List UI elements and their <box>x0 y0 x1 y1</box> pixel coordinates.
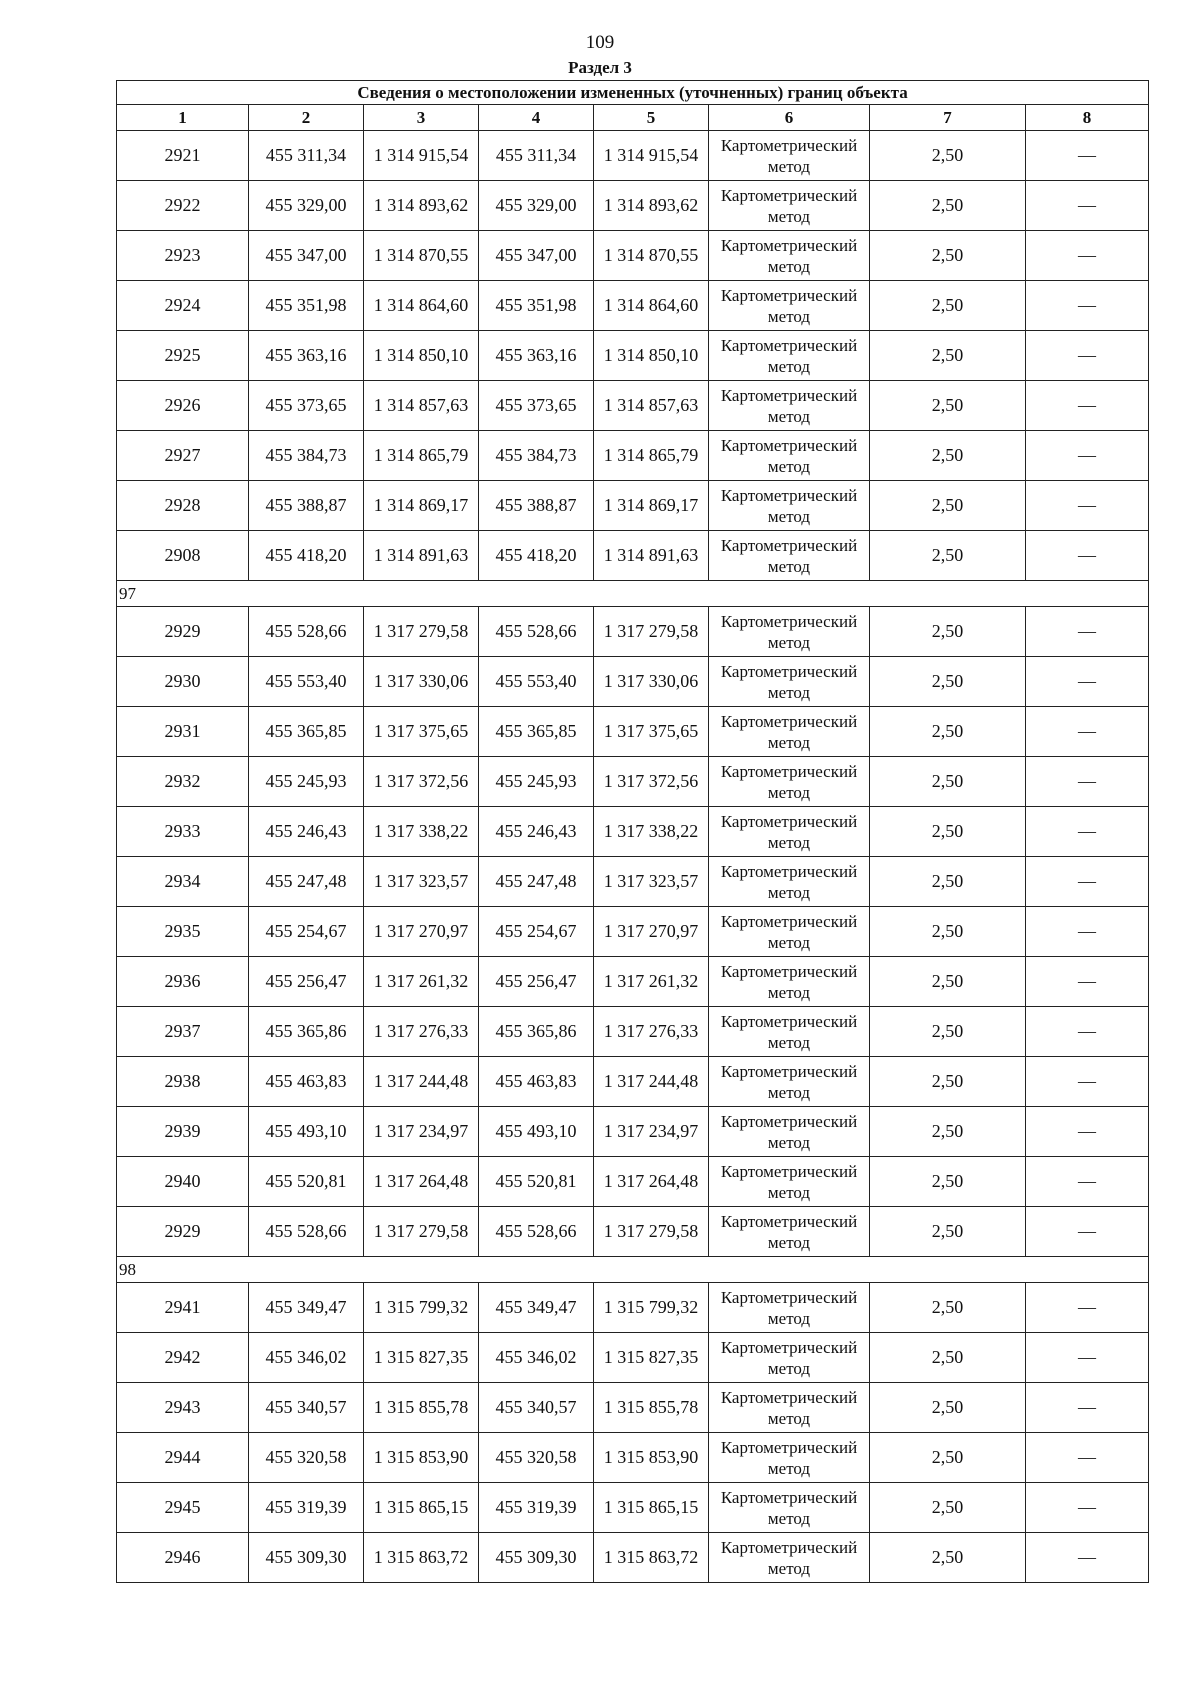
determination-method: Картометрический метод <box>709 1057 870 1107</box>
table-row <box>117 531 1149 581</box>
table-row <box>117 757 1149 807</box>
determination-method: Картометрический метод <box>709 381 870 431</box>
old-y-coordinate: 1 315 853,90 <box>364 1433 479 1483</box>
column-header: 6 <box>709 105 870 131</box>
point-number: 2925 <box>117 331 249 381</box>
old-x-coordinate: 455 246,43 <box>249 807 364 857</box>
new-x-coordinate: 455 493,10 <box>479 1107 594 1157</box>
old-y-coordinate: 1 315 827,35 <box>364 1333 479 1383</box>
old-x-coordinate: 455 309,30 <box>249 1533 364 1583</box>
determination-method: Картометрический метод <box>709 607 870 657</box>
table-caption-row <box>117 81 1149 105</box>
position-accuracy: 2,50 <box>870 1483 1026 1533</box>
old-y-coordinate: 1 314 869,17 <box>364 481 479 531</box>
point-description: — <box>1026 381 1149 431</box>
new-x-coordinate: 455 311,34 <box>479 131 594 181</box>
point-number: 2927 <box>117 431 249 481</box>
new-x-coordinate: 455 363,16 <box>479 331 594 381</box>
determination-method: Картометрический метод <box>709 907 870 957</box>
position-accuracy: 2,50 <box>870 1383 1026 1433</box>
position-accuracy: 2,50 <box>870 907 1026 957</box>
old-y-coordinate: 1 317 244,48 <box>364 1057 479 1107</box>
table-caption: Сведения о местоположении измененных (уточненных) границ объекта <box>117 81 1149 105</box>
position-accuracy: 2,50 <box>870 1207 1026 1257</box>
new-x-coordinate: 455 418,20 <box>479 531 594 581</box>
new-x-coordinate: 455 256,47 <box>479 957 594 1007</box>
point-number: 2922 <box>117 181 249 231</box>
old-y-coordinate: 1 317 270,97 <box>364 907 479 957</box>
point-description: — <box>1026 1283 1149 1333</box>
old-y-coordinate: 1 317 375,65 <box>364 707 479 757</box>
column-header: 4 <box>479 105 594 131</box>
new-x-coordinate: 455 347,00 <box>479 231 594 281</box>
new-y-coordinate: 1 314 891,63 <box>594 531 709 581</box>
determination-method: Картометрический метод <box>709 1383 870 1433</box>
old-y-coordinate: 1 315 865,15 <box>364 1483 479 1533</box>
point-description: — <box>1026 431 1149 481</box>
determination-method: Картометрический метод <box>709 1483 870 1533</box>
new-x-coordinate: 455 388,87 <box>479 481 594 531</box>
new-y-coordinate: 1 317 330,06 <box>594 657 709 707</box>
point-number: 2929 <box>117 1207 249 1257</box>
new-y-coordinate: 1 315 827,35 <box>594 1333 709 1383</box>
old-x-coordinate: 455 329,00 <box>249 181 364 231</box>
point-number: 2930 <box>117 657 249 707</box>
new-x-coordinate: 455 528,66 <box>479 1207 594 1257</box>
old-y-coordinate: 1 314 891,63 <box>364 531 479 581</box>
new-x-coordinate: 455 373,65 <box>479 381 594 431</box>
table-row <box>117 1283 1149 1333</box>
new-x-coordinate: 455 365,85 <box>479 707 594 757</box>
determination-method: Картометрический метод <box>709 707 870 757</box>
point-number: 2931 <box>117 707 249 757</box>
new-y-coordinate: 1 317 261,32 <box>594 957 709 1007</box>
position-accuracy: 2,50 <box>870 331 1026 381</box>
position-accuracy: 2,50 <box>870 1283 1026 1333</box>
determination-method: Картометрический метод <box>709 807 870 857</box>
table-row <box>117 1333 1149 1383</box>
table-row <box>117 381 1149 431</box>
determination-method: Картометрический метод <box>709 331 870 381</box>
table-row <box>117 1533 1149 1583</box>
new-y-coordinate: 1 317 264,48 <box>594 1157 709 1207</box>
determination-method: Картометрический метод <box>709 131 870 181</box>
old-y-coordinate: 1 317 279,58 <box>364 607 479 657</box>
determination-method: Картометрический метод <box>709 1533 870 1583</box>
point-number: 2926 <box>117 381 249 431</box>
old-x-coordinate: 455 319,39 <box>249 1483 364 1533</box>
point-description: — <box>1026 231 1149 281</box>
old-x-coordinate: 455 520,81 <box>249 1157 364 1207</box>
point-number: 2936 <box>117 957 249 1007</box>
position-accuracy: 2,50 <box>870 807 1026 857</box>
point-number: 2939 <box>117 1107 249 1157</box>
point-number: 2928 <box>117 481 249 531</box>
old-x-coordinate: 455 363,16 <box>249 331 364 381</box>
determination-method: Картометрический метод <box>709 1157 870 1207</box>
point-number: 2929 <box>117 607 249 657</box>
point-number: 2944 <box>117 1433 249 1483</box>
table-row <box>117 131 1149 181</box>
determination-method: Картометрический метод <box>709 657 870 707</box>
new-y-coordinate: 1 317 270,97 <box>594 907 709 957</box>
contour-group-row <box>117 581 1149 607</box>
old-x-coordinate: 455 320,58 <box>249 1433 364 1483</box>
new-y-coordinate: 1 317 372,56 <box>594 757 709 807</box>
old-x-coordinate: 455 245,93 <box>249 757 364 807</box>
new-x-coordinate: 455 553,40 <box>479 657 594 707</box>
position-accuracy: 2,50 <box>870 707 1026 757</box>
point-description: — <box>1026 181 1149 231</box>
old-y-coordinate: 1 314 893,62 <box>364 181 479 231</box>
old-y-coordinate: 1 314 865,79 <box>364 431 479 481</box>
old-y-coordinate: 1 317 330,06 <box>364 657 479 707</box>
new-x-coordinate: 455 246,43 <box>479 807 594 857</box>
determination-method: Картометрический метод <box>709 1433 870 1483</box>
old-x-coordinate: 455 351,98 <box>249 281 364 331</box>
old-x-coordinate: 455 493,10 <box>249 1107 364 1157</box>
position-accuracy: 2,50 <box>870 1107 1026 1157</box>
determination-method: Картометрический метод <box>709 281 870 331</box>
old-y-coordinate: 1 314 915,54 <box>364 131 479 181</box>
table-row <box>117 907 1149 957</box>
point-description: — <box>1026 131 1149 181</box>
position-accuracy: 2,50 <box>870 607 1026 657</box>
table-row <box>117 1057 1149 1107</box>
new-x-coordinate: 455 346,02 <box>479 1333 594 1383</box>
contour-number: 97 <box>117 581 1149 607</box>
position-accuracy: 2,50 <box>870 757 1026 807</box>
new-y-coordinate: 1 317 279,58 <box>594 607 709 657</box>
determination-method: Картометрический метод <box>709 857 870 907</box>
table-row <box>117 1483 1149 1533</box>
old-x-coordinate: 455 256,47 <box>249 957 364 1007</box>
new-y-coordinate: 1 314 870,55 <box>594 231 709 281</box>
old-x-coordinate: 455 247,48 <box>249 857 364 907</box>
old-x-coordinate: 455 254,67 <box>249 907 364 957</box>
old-x-coordinate: 455 418,20 <box>249 531 364 581</box>
old-y-coordinate: 1 314 870,55 <box>364 231 479 281</box>
new-y-coordinate: 1 314 915,54 <box>594 131 709 181</box>
table-row <box>117 1007 1149 1057</box>
new-y-coordinate: 1 314 893,62 <box>594 181 709 231</box>
position-accuracy: 2,50 <box>870 1433 1026 1483</box>
new-y-coordinate: 1 314 864,60 <box>594 281 709 331</box>
point-description: — <box>1026 1533 1149 1583</box>
point-number: 2942 <box>117 1333 249 1383</box>
new-x-coordinate: 455 247,48 <box>479 857 594 907</box>
point-description: — <box>1026 1157 1149 1207</box>
table-row <box>117 707 1149 757</box>
point-description: — <box>1026 1433 1149 1483</box>
point-description: — <box>1026 331 1149 381</box>
point-number: 2937 <box>117 1007 249 1057</box>
new-y-coordinate: 1 314 869,17 <box>594 481 709 531</box>
table-row <box>117 1383 1149 1433</box>
determination-method: Картометрический метод <box>709 431 870 481</box>
point-description: — <box>1026 1483 1149 1533</box>
table-row <box>117 431 1149 481</box>
point-number: 2941 <box>117 1283 249 1333</box>
old-y-coordinate: 1 317 338,22 <box>364 807 479 857</box>
position-accuracy: 2,50 <box>870 431 1026 481</box>
new-x-coordinate: 455 520,81 <box>479 1157 594 1207</box>
position-accuracy: 2,50 <box>870 857 1026 907</box>
point-description: — <box>1026 757 1149 807</box>
point-description: — <box>1026 907 1149 957</box>
point-number: 2945 <box>117 1483 249 1533</box>
section-title: Раздел 3 <box>568 58 632 77</box>
table-row <box>117 807 1149 857</box>
determination-method: Картометрический метод <box>709 1107 870 1157</box>
position-accuracy: 2,50 <box>870 131 1026 181</box>
column-header: 7 <box>870 105 1026 131</box>
old-x-coordinate: 455 340,57 <box>249 1383 364 1433</box>
old-x-coordinate: 455 528,66 <box>249 607 364 657</box>
position-accuracy: 2,50 <box>870 1333 1026 1383</box>
table-row <box>117 281 1149 331</box>
new-y-coordinate: 1 314 850,10 <box>594 331 709 381</box>
old-x-coordinate: 455 365,86 <box>249 1007 364 1057</box>
boundary-coordinates-table <box>116 80 1149 1583</box>
table-row <box>117 957 1149 1007</box>
point-description: — <box>1026 1333 1149 1383</box>
new-y-coordinate: 1 317 276,33 <box>594 1007 709 1057</box>
table-row <box>117 481 1149 531</box>
point-description: — <box>1026 1057 1149 1107</box>
old-x-coordinate: 455 528,66 <box>249 1207 364 1257</box>
position-accuracy: 2,50 <box>870 1157 1026 1207</box>
position-accuracy: 2,50 <box>870 381 1026 431</box>
position-accuracy: 2,50 <box>870 231 1026 281</box>
position-accuracy: 2,50 <box>870 531 1026 581</box>
new-y-coordinate: 1 315 863,72 <box>594 1533 709 1583</box>
new-x-coordinate: 455 528,66 <box>479 607 594 657</box>
table-row <box>117 857 1149 907</box>
old-y-coordinate: 1 317 234,97 <box>364 1107 479 1157</box>
position-accuracy: 2,50 <box>870 957 1026 1007</box>
determination-method: Картометрический метод <box>709 1207 870 1257</box>
table-row <box>117 1157 1149 1207</box>
new-x-coordinate: 455 351,98 <box>479 281 594 331</box>
point-number: 2935 <box>117 907 249 957</box>
determination-method: Картометрический метод <box>709 181 870 231</box>
new-y-coordinate: 1 317 234,97 <box>594 1107 709 1157</box>
old-y-coordinate: 1 315 863,72 <box>364 1533 479 1583</box>
point-description: — <box>1026 1383 1149 1433</box>
table-row <box>117 1207 1149 1257</box>
old-y-coordinate: 1 314 857,63 <box>364 381 479 431</box>
old-x-coordinate: 455 347,00 <box>249 231 364 281</box>
old-x-coordinate: 455 388,87 <box>249 481 364 531</box>
old-y-coordinate: 1 317 279,58 <box>364 1207 479 1257</box>
old-y-coordinate: 1 317 276,33 <box>364 1007 479 1057</box>
new-x-coordinate: 455 245,93 <box>479 757 594 807</box>
new-x-coordinate: 455 309,30 <box>479 1533 594 1583</box>
contour-number: 98 <box>117 1257 1149 1283</box>
point-description: — <box>1026 657 1149 707</box>
new-x-coordinate: 455 384,73 <box>479 431 594 481</box>
position-accuracy: 2,50 <box>870 481 1026 531</box>
contour-group-row <box>117 1257 1149 1283</box>
new-x-coordinate: 455 319,39 <box>479 1483 594 1533</box>
table-body <box>117 81 1149 1583</box>
point-number: 2908 <box>117 531 249 581</box>
position-accuracy: 2,50 <box>870 1057 1026 1107</box>
determination-method: Картометрический метод <box>709 1007 870 1057</box>
determination-method: Картометрический метод <box>709 231 870 281</box>
old-y-coordinate: 1 317 264,48 <box>364 1157 479 1207</box>
position-accuracy: 2,50 <box>870 281 1026 331</box>
new-x-coordinate: 455 320,58 <box>479 1433 594 1483</box>
new-y-coordinate: 1 315 855,78 <box>594 1383 709 1433</box>
new-x-coordinate: 455 340,57 <box>479 1383 594 1433</box>
new-x-coordinate: 455 349,47 <box>479 1283 594 1333</box>
new-x-coordinate: 455 254,67 <box>479 907 594 957</box>
new-y-coordinate: 1 317 338,22 <box>594 807 709 857</box>
point-description: — <box>1026 1207 1149 1257</box>
new-x-coordinate: 455 329,00 <box>479 181 594 231</box>
old-y-coordinate: 1 315 799,32 <box>364 1283 479 1333</box>
old-y-coordinate: 1 315 855,78 <box>364 1383 479 1433</box>
table-row <box>117 657 1149 707</box>
old-y-coordinate: 1 317 261,32 <box>364 957 479 1007</box>
determination-method: Картометрический метод <box>709 1333 870 1383</box>
point-number: 2932 <box>117 757 249 807</box>
table-row <box>117 231 1149 281</box>
new-y-coordinate: 1 315 799,32 <box>594 1283 709 1333</box>
old-x-coordinate: 455 384,73 <box>249 431 364 481</box>
point-description: — <box>1026 807 1149 857</box>
point-description: — <box>1026 707 1149 757</box>
old-x-coordinate: 455 365,85 <box>249 707 364 757</box>
point-description: — <box>1026 1107 1149 1157</box>
point-description: — <box>1026 281 1149 331</box>
point-number: 2933 <box>117 807 249 857</box>
old-x-coordinate: 455 373,65 <box>249 381 364 431</box>
table-row <box>117 1107 1149 1157</box>
position-accuracy: 2,50 <box>870 181 1026 231</box>
point-number: 2921 <box>117 131 249 181</box>
new-y-coordinate: 1 315 865,15 <box>594 1483 709 1533</box>
new-y-coordinate: 1 317 279,58 <box>594 1207 709 1257</box>
new-y-coordinate: 1 317 323,57 <box>594 857 709 907</box>
determination-method: Картометрический метод <box>709 957 870 1007</box>
position-accuracy: 2,50 <box>870 1533 1026 1583</box>
point-description: — <box>1026 957 1149 1007</box>
column-header: 1 <box>117 105 249 131</box>
point-description: — <box>1026 857 1149 907</box>
column-number-row <box>117 105 1149 131</box>
point-number: 2943 <box>117 1383 249 1433</box>
determination-method: Картометрический метод <box>709 1283 870 1333</box>
page-number: 109 <box>585 32 615 53</box>
point-number: 2923 <box>117 231 249 281</box>
old-y-coordinate: 1 314 864,60 <box>364 281 479 331</box>
new-x-coordinate: 455 463,83 <box>479 1057 594 1107</box>
table-row <box>117 181 1149 231</box>
old-x-coordinate: 455 553,40 <box>249 657 364 707</box>
position-accuracy: 2,50 <box>870 657 1026 707</box>
column-header: 3 <box>364 105 479 131</box>
new-y-coordinate: 1 314 865,79 <box>594 431 709 481</box>
point-description: — <box>1026 607 1149 657</box>
point-number: 2946 <box>117 1533 249 1583</box>
column-header: 2 <box>249 105 364 131</box>
point-description: — <box>1026 1007 1149 1057</box>
old-y-coordinate: 1 317 372,56 <box>364 757 479 807</box>
table-row <box>117 331 1149 381</box>
column-header: 8 <box>1026 105 1149 131</box>
determination-method: Картометрический метод <box>709 531 870 581</box>
point-description: — <box>1026 481 1149 531</box>
determination-method: Картометрический метод <box>709 757 870 807</box>
point-number: 2924 <box>117 281 249 331</box>
table-row <box>117 607 1149 657</box>
old-x-coordinate: 455 311,34 <box>249 131 364 181</box>
new-y-coordinate: 1 317 375,65 <box>594 707 709 757</box>
point-number: 2940 <box>117 1157 249 1207</box>
new-y-coordinate: 1 315 853,90 <box>594 1433 709 1483</box>
new-y-coordinate: 1 314 857,63 <box>594 381 709 431</box>
new-x-coordinate: 455 365,86 <box>479 1007 594 1057</box>
old-x-coordinate: 455 463,83 <box>249 1057 364 1107</box>
column-header: 5 <box>594 105 709 131</box>
old-y-coordinate: 1 314 850,10 <box>364 331 479 381</box>
new-y-coordinate: 1 317 244,48 <box>594 1057 709 1107</box>
point-number: 2934 <box>117 857 249 907</box>
old-y-coordinate: 1 317 323,57 <box>364 857 479 907</box>
table-row <box>117 1433 1149 1483</box>
position-accuracy: 2,50 <box>870 1007 1026 1057</box>
determination-method: Картометрический метод <box>709 481 870 531</box>
point-description: — <box>1026 531 1149 581</box>
old-x-coordinate: 455 346,02 <box>249 1333 364 1383</box>
point-number: 2938 <box>117 1057 249 1107</box>
old-x-coordinate: 455 349,47 <box>249 1283 364 1333</box>
